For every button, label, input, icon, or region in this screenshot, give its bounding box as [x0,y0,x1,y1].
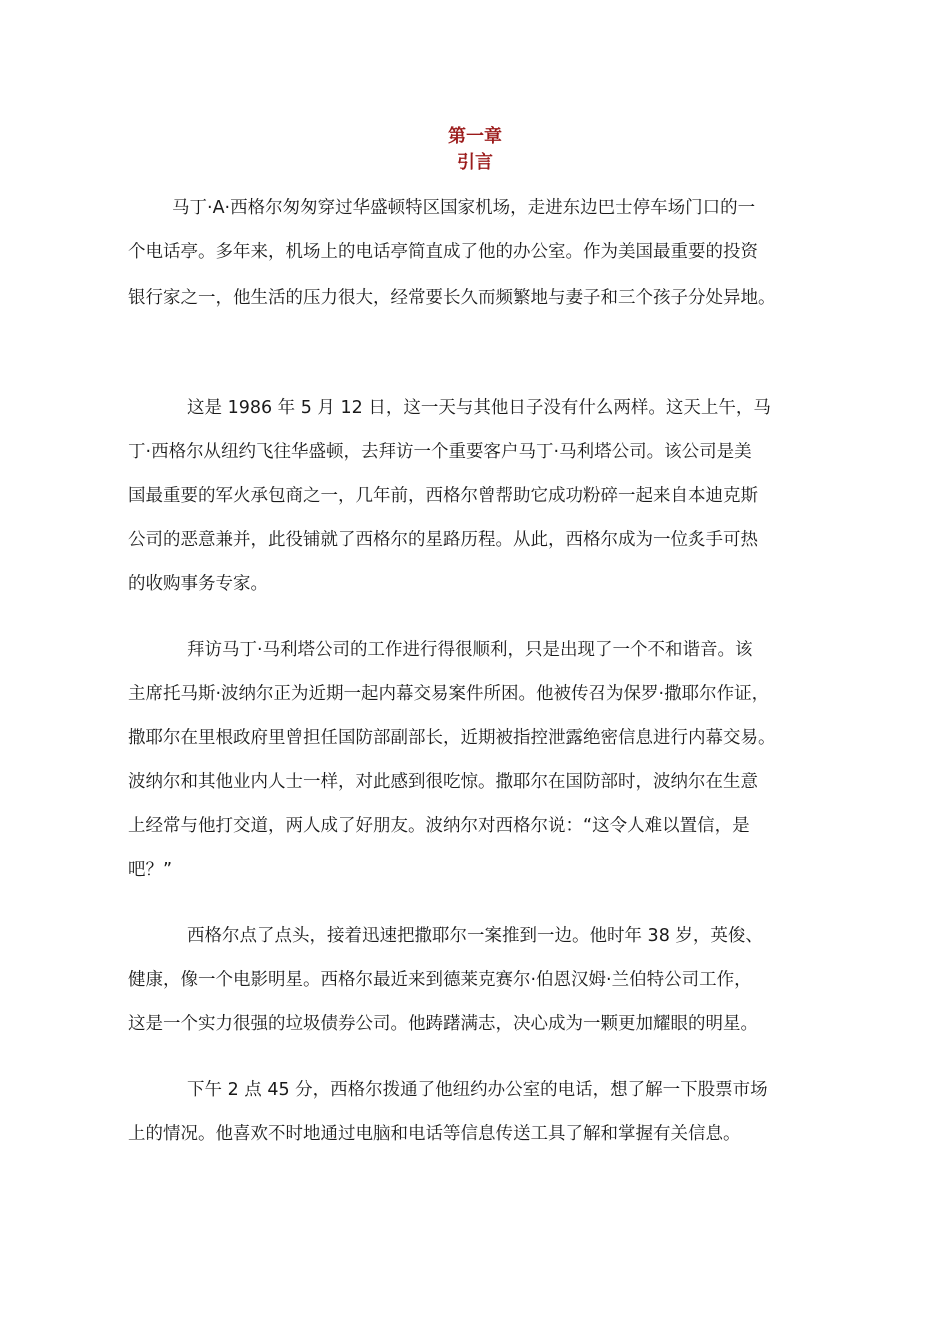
paragraph-line: 健康，像一个电影明星。西格尔最近来到德莱克赛尔·伯恩汉姆·兰伯特公司工作， [128,970,752,990]
paragraph-line: 这是 1986 年 5 月 12 日，这一天与其他日子没有什么两样。这天上午，马 [187,398,771,418]
paragraph-line: 撒耶尔在里根政府里曾担任国防部副部长，近期被指控泄露绝密信息进行内幕交易。 [128,728,776,748]
paragraph-line: 吧？” [128,860,173,880]
paragraph-line: 上经常与他打交道，两人成了好朋友。波纳尔对西格尔说：“这令人难以置信，是 [128,816,750,836]
paragraph-line: 公司的恶意兼并，此役铺就了西格尔的星路历程。从此，西格尔成为一位炙手可热 [128,530,758,550]
paragraph-line: 的收购事务专家。 [128,574,268,594]
paragraph-line: 这是一个实力很强的垃圾债券公司。他踌躇满志，决心成为一颗更加耀眼的明星。 [128,1014,758,1034]
paragraph-line: 国最重要的军火承包商之一，几年前，西格尔曾帮助它成功粉碎一起来自本迪克斯 [128,486,758,506]
paragraph-line: 拜访马丁·马利塔公司的工作进行得很顺利，只是出现了一个不和谐音。该 [187,640,753,660]
paragraph-line: 上的情况。他喜欢不时地通过电脑和电话等信息传送工具了解和掌握有关信息。 [128,1124,741,1144]
paragraph-line: 西格尔点了点头，接着迅速把撒耶尔一案推到一边。他时年 38 岁，英俊、 [187,926,763,946]
paragraph-line: 马丁·A·西格尔匆匆穿过华盛顿特区国家机场，走进东边巴士停车场门口的一 [172,198,756,218]
paragraph-line: 个电话亭。多年来，机场上的电话亭简直成了他的办公室。作为美国最重要的投资 [128,242,758,262]
paragraph-line: 银行家之一，他生活的压力很大，经常要长久而频繁地与妻子和三个孩子分处异地。 [128,288,776,308]
chapter-number: 第一章 [448,126,502,147]
paragraph-line: 下午 2 点 45 分，西格尔拨通了他纽约办公室的电话，想了解一下股票市场 [187,1080,768,1100]
chapter-title: 引言 [457,152,493,173]
paragraph-line: 主席托马斯·波纳尔正为近期一起内幕交易案件所困。他被传召为保罗·撒耶尔作证， [128,684,770,704]
paragraph-line: 波纳尔和其他业内人士一样，对此感到很吃惊。撒耶尔在国防部时，波纳尔在生意 [128,772,758,792]
paragraph-line: 丁·西格尔从纽约飞往华盛顿，去拜访一个重要客户马丁·马利塔公司。该公司是美 [128,442,752,462]
